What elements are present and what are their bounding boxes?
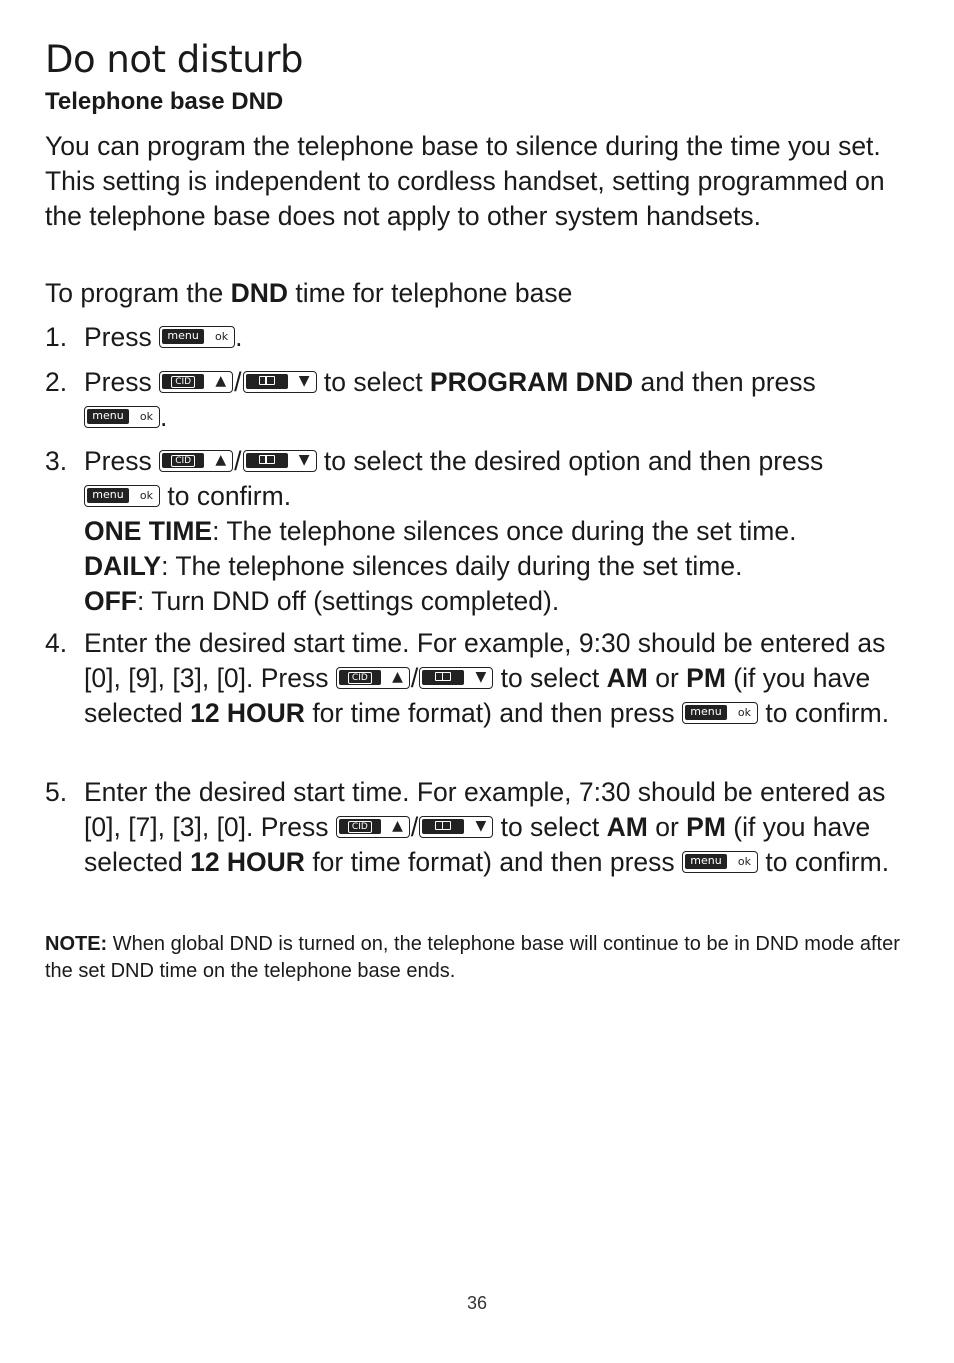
phonebook-icon xyxy=(259,455,275,464)
up-arrow-icon: ▲ xyxy=(215,452,227,468)
menu-ok-key-icon: menu ok xyxy=(84,485,160,507)
menu-ok-key-icon: menu ok xyxy=(159,326,235,348)
lead-sentence: To program the DND time for telephone base xyxy=(45,278,573,308)
step-5: 5. Enter the desired start time. For example, 7:30 should be entered as [0], [7], [3], [0]. Press CID ▲ / ▼ to select AM or PM (if you have selected 12 HOUR for time format) and then press menu ok to confirm. xyxy=(45,777,890,877)
down-arrow-icon: ▼ xyxy=(475,669,487,685)
phonebook-icon xyxy=(259,376,275,385)
step-number: 3. xyxy=(45,446,68,476)
step-number: 1. xyxy=(45,322,68,352)
down-arrow-icon: ▼ xyxy=(475,818,487,834)
phonebook-icon xyxy=(435,821,451,830)
step-4: 4. Enter the desired start time. For example, 9:30 should be entered as [0], [9], [3], [0]. Press CID ▲ / ▼ to select AM or PM (if you have selected 12 HOUR for time format) and then press menu ok to confirm. xyxy=(45,628,890,728)
phonebook-down-key-icon xyxy=(419,667,493,689)
cid-up-key-icon: CID ▲ xyxy=(159,371,233,393)
step-3: 3. Press CID ▲ / ▼ to select the desired option and then press menu ok to confirm. ONE TIME: The telephone silences once during the set time. DAILY: The telephone silences daily during the set time. OFF: Turn DND off (settings completed). xyxy=(45,446,824,616)
up-arrow-icon: ▲ xyxy=(215,373,227,389)
phonebook-icon xyxy=(435,672,451,681)
page-title: Do not disturb xyxy=(45,38,303,81)
phonebook-down-key-icon xyxy=(419,816,493,838)
up-arrow-icon: ▲ xyxy=(392,669,403,685)
down-arrow-icon: ▼ xyxy=(298,452,310,468)
option-off: OFF: Turn DND off (settings completed). xyxy=(84,586,560,616)
step-1: 1. Press menu ok . xyxy=(45,320,905,355)
menu-ok-key-icon: menu ok xyxy=(682,851,758,873)
section-heading: Telephone base DND xyxy=(45,88,284,115)
option-one-time: ONE TIME: The telephone silences once during the set time. xyxy=(84,516,797,546)
up-arrow-icon: ▲ xyxy=(392,818,403,834)
option-daily: DAILY: The telephone silences daily during the set time. xyxy=(84,551,743,581)
cid-up-key-icon: CID ▲ xyxy=(336,667,410,689)
step-number: 4. xyxy=(45,628,68,658)
note: NOTE: When global DND is turned on, the telephone base will continue to be in DND mode after the set DND time on the telephone base ends. xyxy=(45,933,900,982)
step-2: 2. Press CID ▲ / ▼ to select PROGRAM DND and then press menu ok . xyxy=(45,367,816,432)
menu-ok-key-icon: menu ok xyxy=(682,702,758,724)
cid-up-key-icon: CID ▲ xyxy=(336,816,410,838)
phonebook-down-key-icon xyxy=(243,371,317,393)
menu-ok-key-icon: menu ok xyxy=(84,406,160,428)
phonebook-down-key-icon xyxy=(243,450,317,472)
cid-up-key-icon: CID ▲ xyxy=(159,450,233,472)
page-number: 36 xyxy=(466,1293,488,1313)
step-number: 2. xyxy=(45,367,68,397)
intro-paragraph: You can program the telephone base to silence during the time you set. This setting is independent to cordless handset, setting programmed on the telephone base does not apply to other system handsets. xyxy=(45,131,885,231)
step-number: 5. xyxy=(45,777,68,807)
down-arrow-icon: ▼ xyxy=(298,373,310,389)
